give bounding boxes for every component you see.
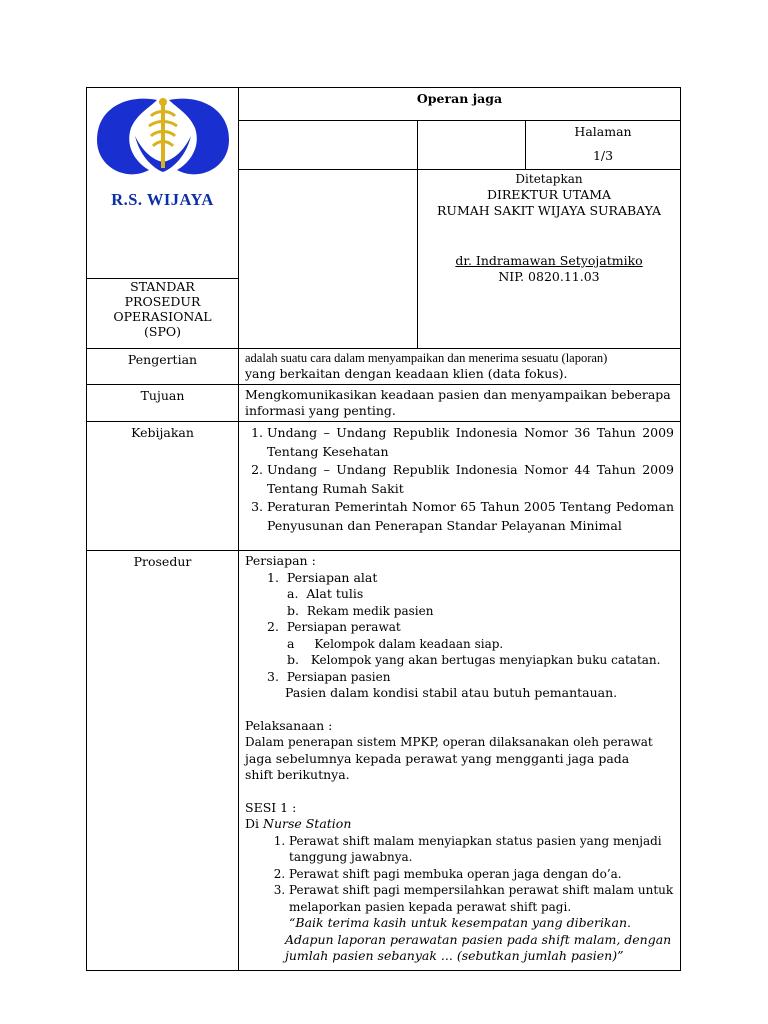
halaman-value: 1/3 — [592, 148, 614, 163]
pelaksanaan-heading: Pelaksanaan : — [245, 717, 333, 733]
spo-line: PROSEDUR — [124, 294, 201, 309]
pelaksanaan-line: Dalam penerapan sistem MPKP, operan dilaksanakan oleh perawat — [245, 735, 653, 749]
spo-line: (SPO) — [144, 324, 181, 339]
sesi-item: 1. Perawat shift malam menyiapkan status pasien yang menjadi tanggung jawabnya. — [289, 833, 674, 866]
persiapan-sub-item: a. Alat tulis — [287, 586, 364, 601]
sub-item-text: Rekam medik pasien — [306, 603, 434, 618]
persiapan-item-3: 3. Persiapan pasien — [267, 668, 391, 684]
persiapan-item-text: Persiapan alat — [286, 569, 378, 585]
halaman-label: Halaman — [574, 124, 632, 139]
quote-line: jumlah pasien sebanyak ... (sebutkan jumlah pasien)” — [285, 948, 624, 963]
sub-item-text: Kelompok dalam keadaan siap. — [314, 636, 504, 651]
persiapan-heading: Persiapan : — [245, 553, 316, 568]
prosedur-content — [239, 551, 681, 971]
hospital-logo-icon — [87, 90, 239, 190]
quote-line: “Baik terima kasih untuk kesempatan yang diberikan. — [289, 915, 631, 930]
kebijakan-item: 2. Undang – Undang Republik Indonesia Nomor 44 Tahun 2009 Tentang Rumah Sakit — [267, 461, 674, 498]
persiapan-sub-item: b. Rekam medik pasien — [287, 602, 434, 618]
prosedur-label: Prosedur — [87, 551, 239, 971]
kebijakan-label: Kebijakan — [87, 422, 239, 551]
kebijakan-content — [239, 422, 681, 551]
director-title: DIREKTUR UTAMA — [486, 187, 612, 202]
revision-cell — [418, 121, 526, 170]
pelaksanaan-line: jaga sebelumnya kepada perawat yang mengganti jaga pada — [245, 750, 630, 766]
sesi-location-prefix: Di — [245, 816, 263, 831]
sesi-heading: SESI 1 : — [245, 799, 297, 815]
persiapan-item-text: Persiapan perawat — [286, 620, 401, 634]
signatory-nip: NIP. 0820.11.03 — [498, 269, 600, 284]
pengertian-line: adalah suatu cara dalam menyampaikan dan menerima sesuatu (laporan) — [245, 351, 608, 365]
persiapan-item-2: 2. Persiapan perawat — [267, 619, 401, 634]
logo-cell — [87, 88, 239, 279]
signatory-name: dr. Indramawan Setyojatmiko — [455, 253, 643, 268]
persiapan-pasien-text: Pasien dalam kondisi stabil atau butuh pemantauan. — [285, 685, 618, 700]
persiapan-item-1: 1. Persiapan alat — [267, 569, 378, 585]
pengertian-line: yang berkaitan dengan keadaan klien (data fokus). — [245, 366, 568, 381]
sub-item-marker: b. — [287, 652, 299, 667]
sub-item-text: Alat tulis — [306, 586, 364, 601]
spo-document — [86, 87, 680, 963]
hospital-full-name: RUMAH SAKIT WIJAYA SURABAYA — [437, 203, 661, 218]
tujuan-content: Mengkomunikasikan keadaan pasien dan menyampaikan beberapa informasi yang penting. — [239, 385, 681, 422]
date-cell — [239, 170, 418, 349]
pelaksanaan-line: shift berikutnya. — [245, 767, 350, 782]
spo-line: STANDAR — [130, 279, 195, 294]
pengertian-label: Pengertian — [87, 349, 239, 385]
sub-item-marker: a — [287, 635, 295, 651]
kebijakan-item: 3. Peraturan Pemerintah Nomor 65 Tahun 2005 Tentang Pedoman Penyusunan dan Penerapan Standar Pelayanan Minimal — [267, 498, 674, 535]
spo-table — [86, 87, 681, 971]
pengertian-content — [239, 349, 681, 385]
sesi-item: 3. Perawat shift pagi mempersilahkan perawat shift malam untuk melaporkan pasien kepada perawat shift pagi. — [289, 882, 674, 915]
sesi-location — [245, 816, 674, 833]
sub-item-text: Kelompok yang akan bertugas menyiapkan buku catatan. — [310, 653, 661, 667]
sesi-item: 2. Perawat shift pagi membuka operan jaga dengan do’a. — [289, 866, 674, 883]
persiapan-item-text: Persiapan pasien — [286, 669, 391, 684]
doc-number-cell — [239, 121, 418, 170]
spo-label-cell — [87, 279, 239, 349]
persiapan-sub-item — [245, 652, 674, 669]
kebijakan-item: 1. Undang – Undang Republik Indonesia Nomor 36 Tahun 2009 Tentang Kesehatan — [267, 424, 674, 461]
sesi-location-place: Nurse Station — [263, 816, 352, 831]
hospital-name: R.S. WIJAYA — [111, 190, 214, 209]
persiapan-sub-item — [245, 636, 674, 653]
quote-line: Adapun laporan perawatan pasien pada shift malam, dengan — [285, 931, 672, 947]
spo-line: OPERASIONAL — [113, 309, 212, 324]
ditetapkan-label: Ditetapkan — [515, 172, 583, 186]
document-title: Operan jaga — [239, 88, 681, 121]
approval-cell — [418, 170, 681, 349]
tujuan-label: Tujuan — [87, 385, 239, 422]
page-cell — [526, 121, 681, 170]
